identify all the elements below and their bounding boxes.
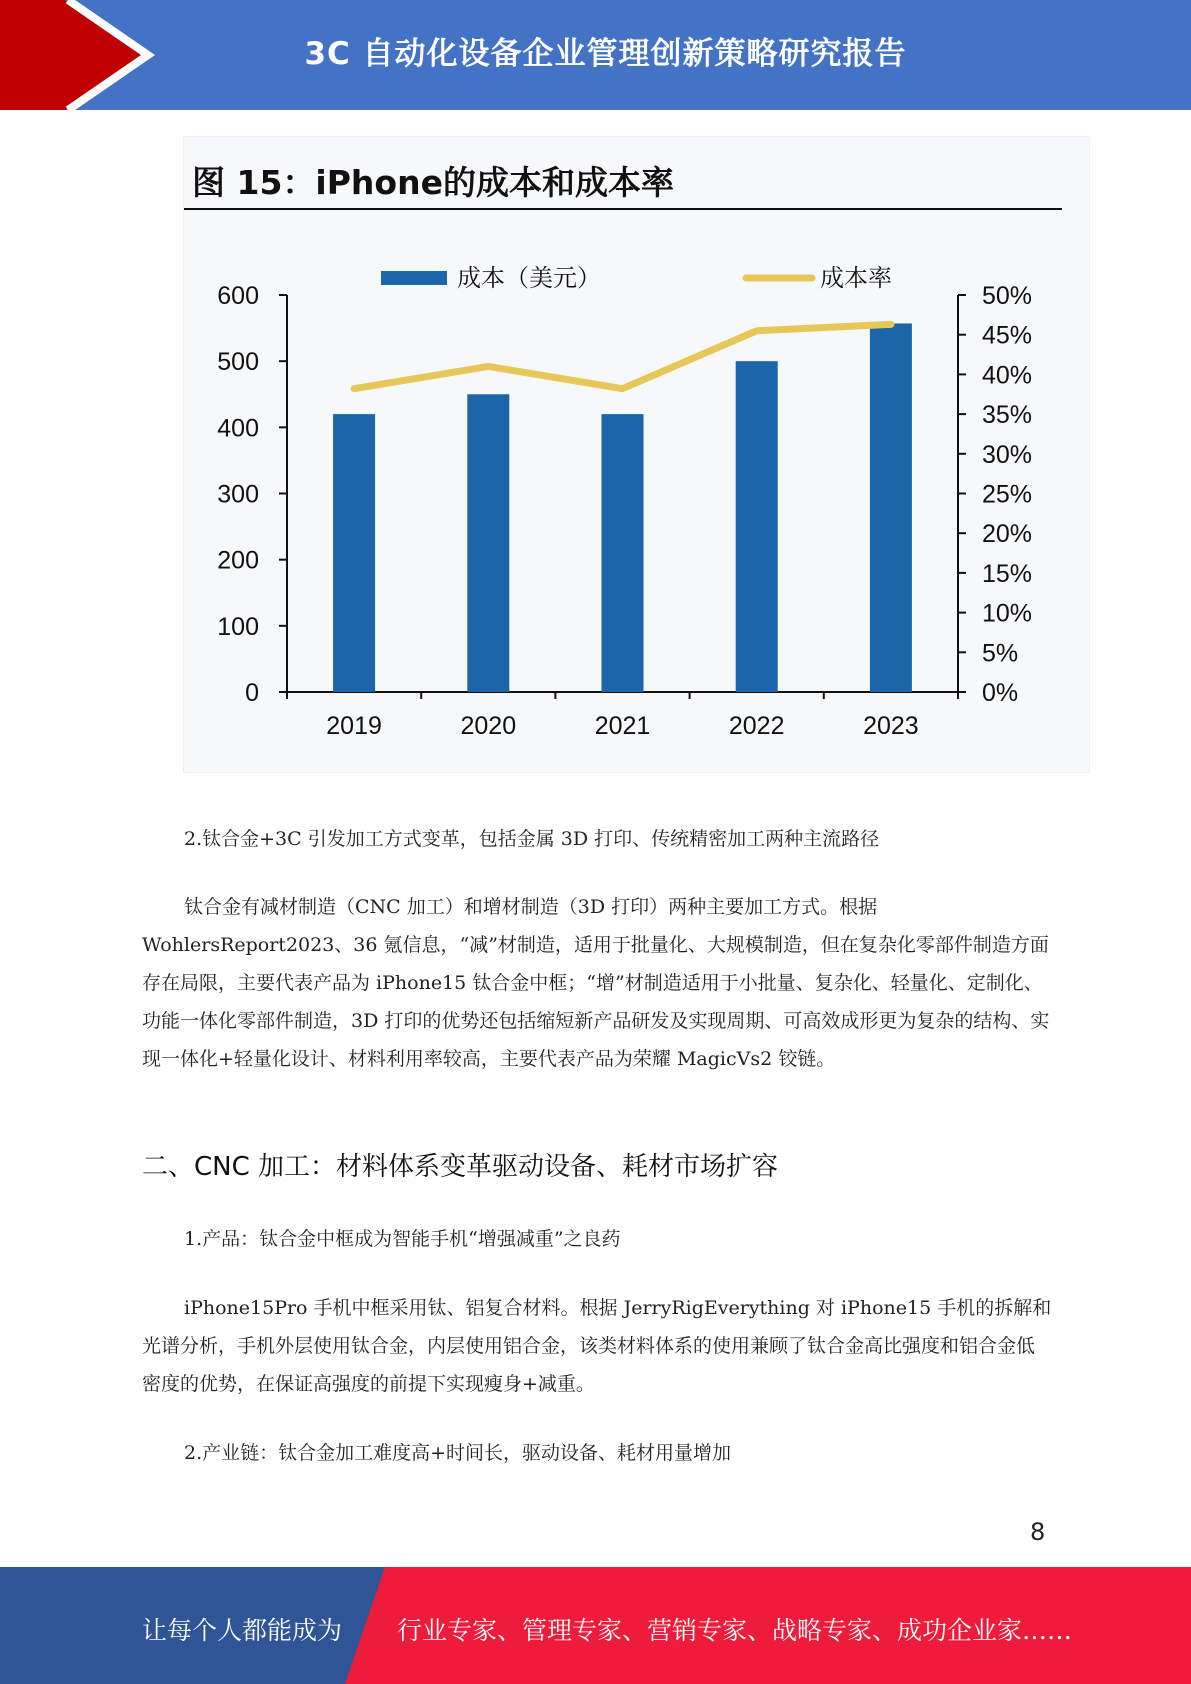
paragraph-subheading-3: 2.产业链：钛合金加工难度高+时间长，驱动设备、耗材用量增加 [184,1442,732,1464]
footer-slogan-left: 让每个人都能成为 [142,1616,343,1645]
x-tick-label: 2020 [460,712,517,740]
y-right-tick-label: 5% [982,639,1019,668]
y-right-tick-label: 25% [982,480,1033,509]
figure-title-rule [184,208,1062,210]
y-right-tick-label: 40% [982,361,1033,390]
cost-rate-point-2022 [756,330,758,332]
y-right-tick-label: 15% [982,559,1033,588]
y-right-tick-label: 0% [982,679,1019,707]
legend-bar-label: 成本（美元） [457,264,601,292]
x-tick-label: 2019 [326,712,382,740]
cost-rate-point-2020 [487,365,489,367]
cost-rate-point-2021 [622,388,624,390]
x-tick-label: 2021 [594,712,651,740]
y-right-tick-label: 30% [982,440,1033,469]
y-left-tick-label: 0 [245,679,259,707]
paragraph-subheading-1: 2.钛合金+3C 引发加工方式变革，包括金属 3D 打印、传统精密加工两种主流路径 [184,828,880,850]
figure-title: 图 15：iPhone的成本和成本率 [192,163,674,202]
section-heading: 二、CNC 加工：材料体系变革驱动设备、耗材市场扩容 [142,1152,779,1182]
paragraph-subheading-2: 1.产品：钛合金中框成为智能手机“增强减重”之良药 [184,1228,621,1250]
cost-rate-point-2023 [890,323,892,325]
paragraph-processing-methods: 钛合金有减材制造（CNC 加工）和增材制造（3D 打印）两种主要加工方式。根据 WohlersReport2023、36 氪信息，“减”材制造，适用于批量化、大规模制造，但在复杂化零部件制造方面存在局限，主要代表产品为 iPhone15 钛合金中框；“增”材制造适用于小批量、复杂化、轻量化、定制化、功能一体化零部件制造，3D 打印的优势还包括缩短新产品研发及实现周期、可高效成形更为复杂的结构、实现一体化+轻量化设计、材料利用率较高，主要代表产品为荣耀 MagicVs2 铰链。 [142,896,1050,1070]
header-arrow-decoration [0,0,160,110]
legend-bar-swatch [381,271,447,285]
bar-2019 [333,414,375,692]
page-header [0,0,1191,110]
bar-2023 [870,323,912,692]
x-tick-label: 2022 [728,712,785,740]
y-right-tick-label: 45% [982,321,1033,350]
y-right-tick-label: 20% [982,520,1033,549]
figure-panel [183,136,1090,773]
y-left-tick-label: 500 [217,348,259,377]
y-right-tick-label: 10% [982,599,1033,628]
footer-slogan-right: 行业专家、管理专家、营销专家、战略专家、成功企业家…… [397,1616,1073,1645]
header-title: 3C 自动化设备企业管理创新策略研究报告 [304,36,907,72]
y-right-tick-label: 50% [982,282,1033,310]
page-number: 8 [1030,1518,1046,1546]
cost-chart [184,217,1089,757]
bar-2021 [602,414,644,692]
y-left-tick-label: 200 [217,546,259,575]
page-footer [0,1567,1191,1684]
bar-2020 [467,394,509,692]
cost-rate-line [354,324,891,388]
paragraph-iphone-frame: iPhone15Pro 手机中框采用钛、铝复合材料。根据 JerryRigEverything 对 iPhone15 手机的拆解和光谱分析，手机外层使用钛合金，内层使用铝合金，该类材料体系的使用兼顾了钛合金高比强度和铝合金低密度的优势，在保证高强度的前提下实现瘦身+减重。 [142,1297,1052,1395]
y-left-tick-label: 100 [217,612,259,641]
y-left-tick-label: 600 [217,282,259,310]
cost-rate-point-2019 [353,388,355,390]
bar-2022 [736,361,778,692]
legend-line-label: 成本率 [820,264,892,292]
y-right-tick-label: 35% [982,401,1033,430]
y-left-tick-label: 300 [217,480,259,509]
y-left-tick-label: 400 [217,414,259,443]
x-tick-label: 2023 [863,712,919,740]
